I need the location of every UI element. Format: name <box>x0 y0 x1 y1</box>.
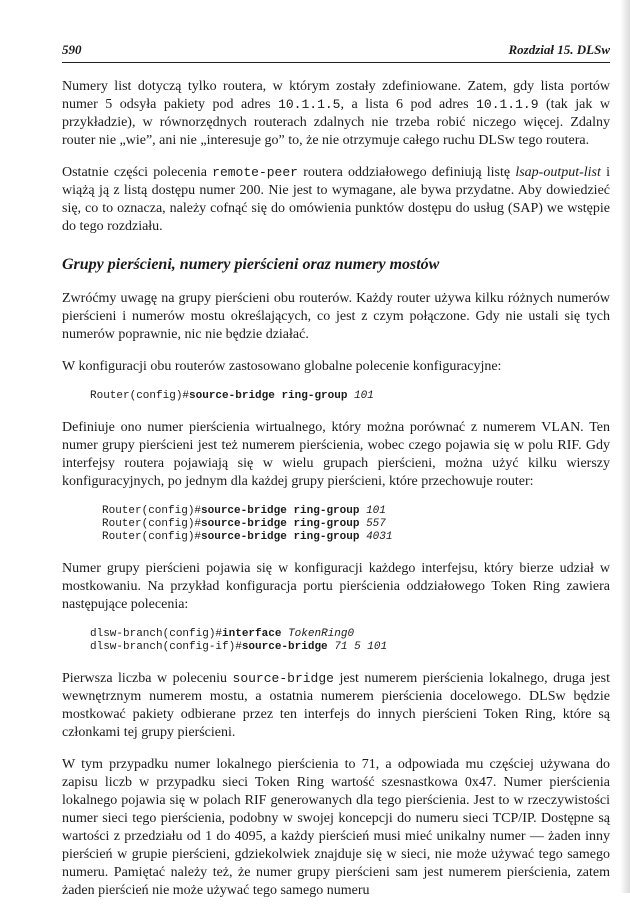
paragraph-1-text-b: , a lista 6 pod adres <box>340 97 477 112</box>
code-command: interface <box>222 628 282 640</box>
command-remote-peer: remote-peer <box>212 165 298 180</box>
code-line <box>102 531 610 544</box>
code-prompt: dlsw-branch(config-if)# <box>90 641 242 653</box>
code-prompt: Router(config)# <box>102 505 202 517</box>
code-line <box>90 390 610 403</box>
code-argument: 101 <box>354 390 374 402</box>
paragraph-5: Definiuje ono numer pierścienia wirtualnego, który można porównać z numerem VLAN. Ten numer grupy pierścieni jest też numerem pierścienia, wobec czego pojawia się w polu RIF. Gdy interfejsy routera pojawiają się w wielu grupach pierścieni, można użyć kilku wierszy konfiguracyjnych, po jednym dla każdej grupy pierścieni, które przechowuje router: <box>62 420 610 489</box>
paragraph-2-text-b: routera oddziałowego definiują listę <box>297 165 516 180</box>
paragraph-4: W konfiguracji obu routerów zastosowano globalne polecenie konfiguracyjne: <box>62 359 502 374</box>
paragraph-7-text-b: jest numerem pierścienia lokalnego, druga jest wewnętrznym numerem mostu, a ostatnia numerem pierścienia docelowego. DLSw będzie mostkować pakiety odbierane przez ten interfejs do innych pierścieni Token Ring, które są członkami tej grupy pierścieni. <box>62 671 610 740</box>
code-argument: 101 <box>366 505 386 517</box>
code-prompt: Router(config)# <box>102 518 202 530</box>
paragraph-6: Numer grupy pierścieni pojawia się w konfiguracji każdego interfejsu, który bierze udział w mostkowaniu. Na przykład konfiguracja portu pierścienia oddziałowego Token Ring zawiera następujące polecenia: <box>62 561 610 612</box>
page-header <box>62 40 610 63</box>
list-name: lsap-output-list <box>515 165 601 180</box>
paragraph-2 <box>62 164 610 236</box>
code-command: source-bridge ring-group <box>189 390 348 402</box>
paragraph-1-text-a: Numery list dotyczą tylko routera, w którym zostały zdefiniowane. Zatem, gdy lista portów numer 5 odsyła pakiety pod adres <box>62 79 610 112</box>
ip-address-2: 10.1.1.9 <box>476 97 539 112</box>
code-command: source-bridge ring-group <box>201 531 360 543</box>
code-prompt: Router(config)# <box>90 390 190 402</box>
page-edge-shadow <box>620 0 630 893</box>
code-argument: 4031 <box>366 531 393 543</box>
paragraph-2-text-a: Ostatnie części polecenia <box>62 165 213 180</box>
code-block-1 <box>62 390 610 403</box>
code-command: source-bridge ring-group <box>201 505 360 517</box>
code-block-3 <box>62 628 610 654</box>
code-prompt: Router(config)# <box>102 531 202 543</box>
code-line <box>102 505 610 518</box>
code-prompt: dlsw-branch(config)# <box>90 628 223 640</box>
ip-address-1: 10.1.1.5 <box>278 97 341 112</box>
code-line <box>102 518 610 531</box>
paragraph-3: Zwróćmy uwagę na grupy pierścieni obu routerów. Każdy router używa kilku różnych numerów pierścieni i numerów mostu określających, co jest z czym połączone. Gdy nie ustali się tych numerów poprawnie, nic nie będzie działać. <box>62 291 610 342</box>
code-argument: 557 <box>366 518 386 530</box>
paragraph-1 <box>62 78 610 150</box>
page-body <box>62 78 610 914</box>
paragraph-2-text-c: i wiążą ją z listą dostępu numer 200. Nie jest to wymagane, ale bywa przydatne. Aby dowiedzieć się, co to oznacza, należy cofnąć się do omówienia punktów dostępu do usług (SAP) we wstępie do tego rozdziału. <box>62 165 610 234</box>
paragraph-7 <box>62 670 610 742</box>
code-argument: TokenRing0 <box>288 628 355 640</box>
code-line <box>90 628 610 641</box>
page-number: 590 <box>62 42 82 57</box>
paragraph-7-text-a: Pierwsza liczba w poleceniu <box>62 671 233 686</box>
code-argument: 71 5 101 <box>334 641 388 653</box>
code-command: source-bridge <box>241 641 328 653</box>
code-command: source-bridge ring-group <box>201 518 360 530</box>
code-block-2 <box>62 505 610 544</box>
command-source-bridge: source-bridge <box>232 671 334 686</box>
code-line <box>90 641 610 654</box>
chapter-title: Rozdział 15. DLSw <box>508 42 610 57</box>
paragraph-1-text-c: (tak jak w przykładzie), w równorzędnych routerach zdalnych nie trzeba robić niczego więcej. Zdalny router nie „wie”, ani nie „interesuje go” to, że nie otrzymuje całego ruchu DLSw tego routera. <box>62 97 610 148</box>
section-title: Grupy pierścieni, numery pierścieni oraz numery mostów <box>62 256 440 273</box>
paragraph-8: W tym przypadku numer lokalnego pierścienia to 71, a odpowiada mu częściej używana do zapisu liczb w przypadku sieci Token Ring wartość szesnastkowa 0x47. Numer pierścienia lokalnego pojawia się w polach RIF generowanych dla tego pierścienia. Jest to w rzeczywistości numer sieci tego pierścienia, podobny w swojej koncepcji do numeru sieci TCP/IP. Dostępne są wartości z przedziału od 1 do 4095, a każdy pierścień musi mieć unikalny numer — żaden inny pierścień w grupie pierścieni, gdziekolwiek znajduje się w sieci, nie może używać tego samego numeru. Pamiętać należy też, że numer grupy pierścieni sam jest numerem pierścienia, zatem żaden pierścień nie może używać tego samego numeru <box>62 757 610 898</box>
